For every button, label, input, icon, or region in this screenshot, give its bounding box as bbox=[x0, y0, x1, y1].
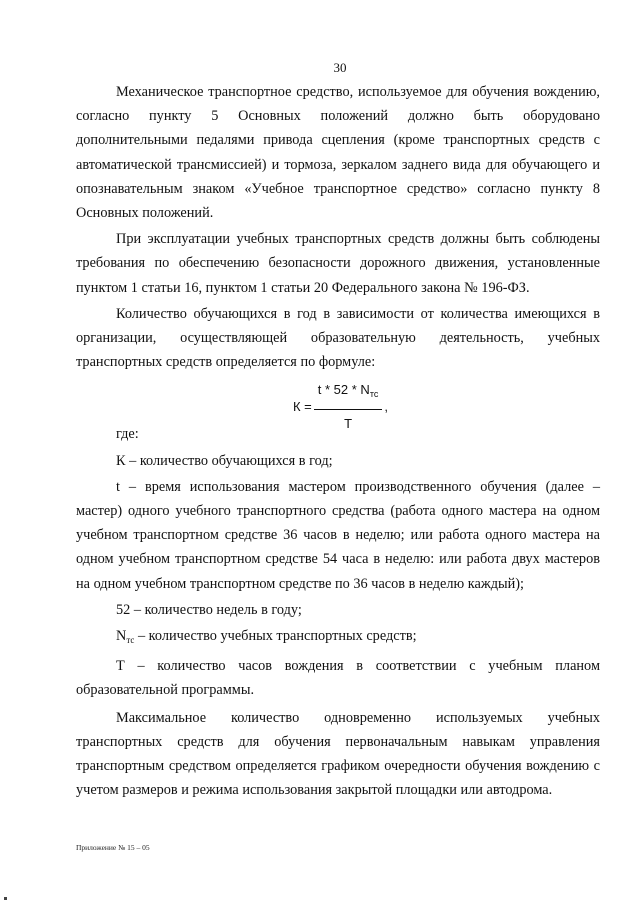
formula-lhs: К = bbox=[293, 399, 312, 415]
scan-artifact bbox=[4, 897, 7, 900]
page-number: 30 bbox=[333, 60, 347, 75]
definition-t: t – время использования мастером производственного обучения (далее – мастер) одного учебного транспортного средства (работа одного мастера на одном учебном транспортном средстве 36 часов в неделю; или работа одного мастера на одном учебном транспортном средстве 54 часа в неделю: или работа двух мастеров на одном учебном транспортном средстве по 36 часов в неделю каждый); bbox=[76, 478, 600, 592]
formula-denominator: T bbox=[344, 415, 353, 431]
footer-appendix-label: Приложение № 15 – 05 bbox=[76, 843, 150, 852]
definition-T: Т – количество часов вождения в соответствии с учебным планом образовательной программы. bbox=[76, 658, 600, 699]
formula bbox=[293, 378, 388, 435]
ntc-definition-text: – количество учебных транспортных средств; bbox=[134, 628, 417, 645]
formula-fraction bbox=[314, 378, 383, 435]
formula-numerator-sub: тс bbox=[369, 389, 379, 400]
paragraph-formula-intro: Количество обучающихся в год в зависимости от количества имеющихся в организации, осуществляющей образовательную деятельность, учебных транспортных средств определяется по формуле: bbox=[76, 305, 600, 371]
definition-ntc bbox=[76, 624, 600, 652]
ntc-symbol-main: N bbox=[116, 628, 127, 645]
formula-row bbox=[76, 376, 600, 431]
paragraph-safety-requirements: При эксплуатации учебных транспортных средств должны быть соблюдены требования по обеспечению безопасности дорожного движения, установленные пунктом 1 статьи 16, пунктом 1 статьи 20 Федерального закона № 196-ФЗ. bbox=[76, 231, 600, 296]
ntc-symbol-sub: тс bbox=[126, 635, 135, 646]
definition-k: К – количество обучающихся в год; bbox=[116, 452, 333, 469]
where-label: где: bbox=[116, 426, 139, 443]
paragraph-max-vehicles: Максимальное количество одновременно используемых учебных транспортных средств для обучения первоначальным навыкам управления транспортным средством определяется графиком очередности обучения вождению с учетом размеров и режима использования закрытой площадки или автодрома. bbox=[76, 709, 600, 799]
paragraph-vehicle-equipment: Механическое транспортное средство, используемое для обучения вождению, согласно пункту 5 Основных положений должно быть оборудовано дополнительными педалями привода сцепления (кроме транспортных средств с автоматической трансмиссией) и тормоза, зеркалом заднего вида для обучающего и опознавательным знаком «Учебное транспортное средство» согласно пункту 8 Основных положений. bbox=[76, 84, 600, 222]
formula-numerator-main: t * 52 * N bbox=[317, 382, 370, 398]
formula-trailing: , bbox=[384, 399, 388, 415]
formula-numerator bbox=[314, 378, 383, 409]
definition-52: 52 – количество недель в году; bbox=[116, 601, 302, 618]
body-text bbox=[76, 80, 600, 804]
